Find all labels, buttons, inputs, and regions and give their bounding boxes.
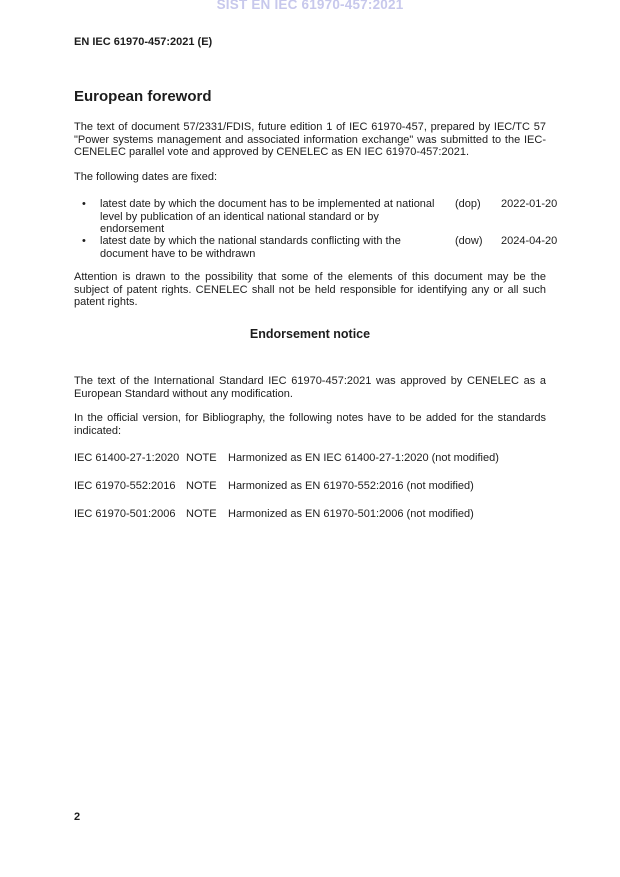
bullet-marker: • xyxy=(82,198,86,210)
dates-intro-text: The following dates are fixed: xyxy=(74,171,218,183)
fixed-date-value: 2024-04-20 xyxy=(501,235,558,247)
bullet-marker: • xyxy=(82,235,86,247)
note-label: NOTE xyxy=(186,480,217,492)
note-label: NOTE xyxy=(186,452,217,464)
sist-watermark: SIST EN IEC 61970-457:2021 xyxy=(216,0,404,12)
bibliography-note-row xyxy=(74,452,546,465)
harmonization-text: Harmonized as EN 61970-501:2006 (not modified) xyxy=(228,508,474,520)
bibliography-note-row xyxy=(74,508,546,521)
note-label: NOTE xyxy=(186,508,217,520)
foreword-paragraph-1: The text of document 57/2331/FDIS, future edition 1 of IEC 61970-457, prepared by IEC/TC 57 "Power systems management and associated information exchange" was submitted to the IEC-CENELEC parallel vote and approved by CENELEC as EN IEC 61970-457:2021. xyxy=(74,121,546,159)
fixed-date-abbreviation: (dop) xyxy=(455,198,481,210)
standard-reference: IEC 61400-27-1:2020 xyxy=(74,452,180,464)
fixed-date-description: latest date by which the document has to be implemented at national level by publication of an identical national standard or by endorsement xyxy=(100,198,435,236)
harmonization-text: Harmonized as EN 61970-552:2016 (not modified) xyxy=(228,480,474,492)
page-number: 2 xyxy=(74,811,81,823)
harmonization-text: Harmonized as EN IEC 61400-27-1:2020 (not modified) xyxy=(228,452,499,464)
endorsement-paragraph-2: In the official version, for Bibliography, the following notes have to be added for the standards indicated: xyxy=(74,412,546,437)
bibliography-note-row xyxy=(74,480,546,493)
fixed-date-row-dow xyxy=(74,235,558,260)
standard-reference: IEC 61970-501:2006 xyxy=(74,508,176,520)
endorsement-paragraph-1: The text of the International Standard IEC 61970-457:2021 was approved by CENELEC as a European Standard without any modification. xyxy=(74,375,546,400)
european-foreword-heading: European foreword xyxy=(74,88,212,105)
endorsement-notice-heading: Endorsement notice xyxy=(249,327,371,341)
patent-rights-notice: Attention is drawn to the possibility that some of the elements of this document may be the subject of patent rights. CENELEC shall not be held responsible for identifying any or all such patent rights. xyxy=(74,271,546,309)
fixed-date-description: latest date by which the national standards conflicting with the document have to be withdrawn xyxy=(100,235,401,260)
fixed-date-abbreviation: (dow) xyxy=(455,235,483,247)
standard-reference: IEC 61970-552:2016 xyxy=(74,480,176,492)
document-reference: EN IEC 61970-457:2021 (E) xyxy=(74,36,213,48)
fixed-date-row-dop xyxy=(74,198,558,236)
fixed-date-value: 2022-01-20 xyxy=(501,198,558,210)
